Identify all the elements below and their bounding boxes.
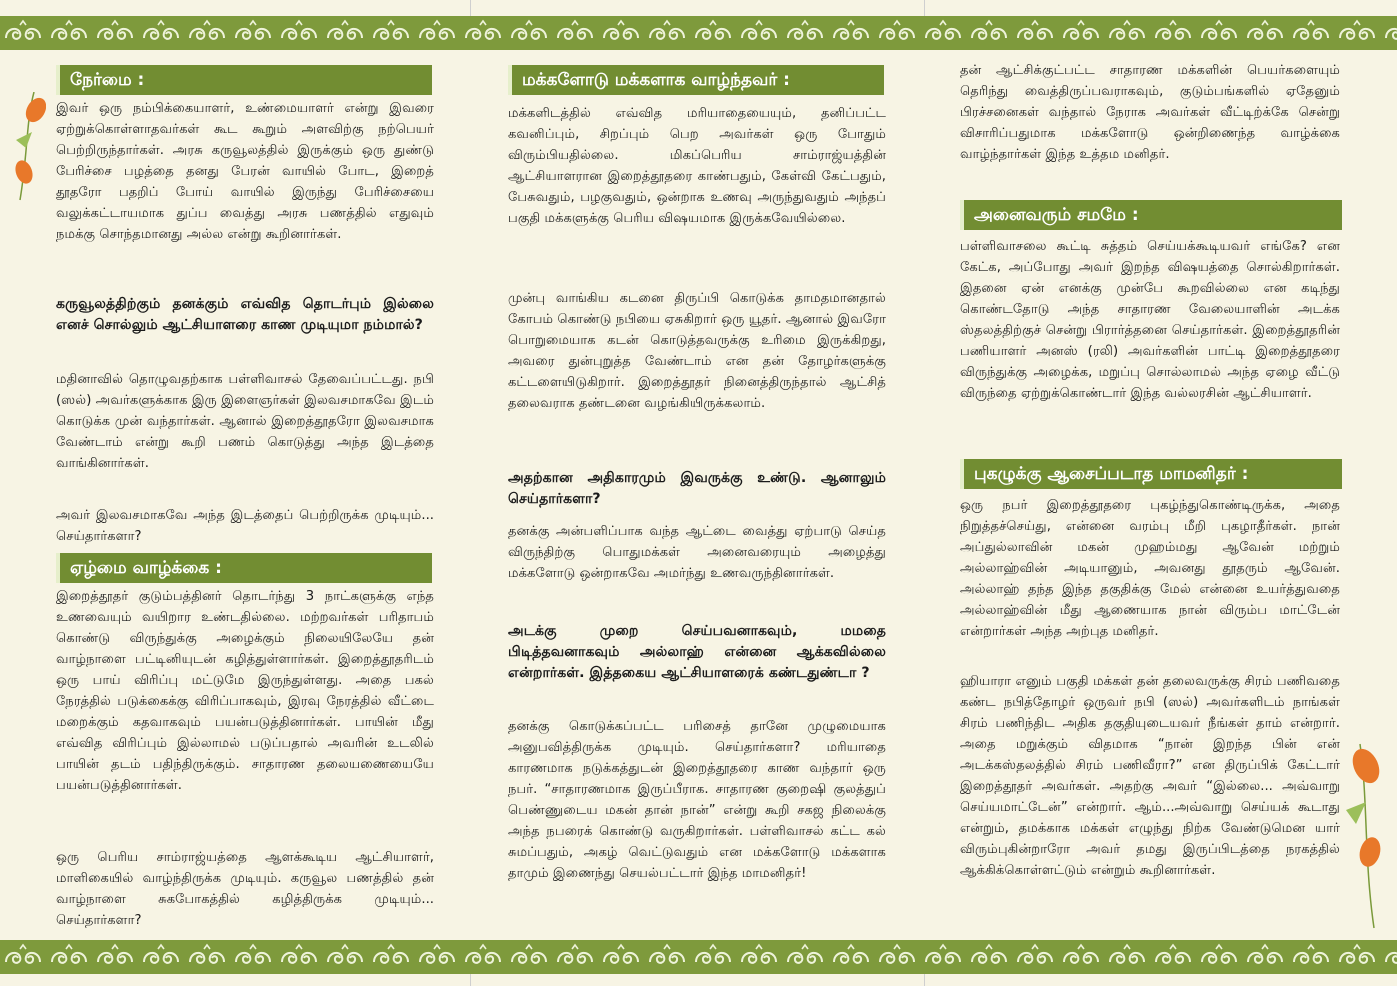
bold-question: கருவூலத்திற்கும் தனக்கும் எவ்வித தொடர்பும் இல்லை எனச் சொல்லும் ஆட்சியாளரை காண முடியுமா நம்மால்? bbox=[56, 296, 434, 333]
paragraph: மக்களிடத்தில் எவ்வித மரியாதையையும், தனிப்பட்ட கவனிப்பும், சிறப்பும் பெற அவர்கள் ஒரு போதும் விரும்பியதில்லை. மிகப்பெரிய சாம்ராஜ்யத்தின் ஆட்சியாளரான இறைத்தூதரை காண்பதும், கேள்வி கேட்பதும், பேசுவதும், பழகுவதும், ஒன்றாக உணவு அருந்துவதும் அந்தப் பகுதி மக்களுக்கு பெரிய விஷயமாக இருக்கவேயில்லை. bbox=[508, 106, 886, 226]
paragraph: ஒரு பெரிய சாம்ராஜ்யத்தை ஆளக்கூடிய ஆட்சியாளர், மாளிகையில் வாழ்ந்திருக்க முடியும். கருவூல பணத்தில் தன் வாழ்நாளை சுகபோகத்தில் கழித்திருக்க முடியும்... செய்தார்களா? bbox=[56, 850, 434, 928]
section-heading-equality: அனைவரும் சமமே : bbox=[960, 200, 1342, 230]
section-heading-honesty: நேர்மை : bbox=[56, 65, 432, 95]
paragraph: ஹியாரா எனும் பகுதி மக்கள் தன் தலைவருக்கு சிரம் பணிவதை கண்ட நபித்தோழர் ஒருவர் நபி (ஸல்) அவர்களிடம் நாங்கள் சிரம் பணிந்திட அதிக தகுதியுடையவர் நீங்கள் தாம் என்றார். அதை மறுக்கும் விதமாக “நான் இறந்த பின் என் அடக்கஸ்தலத்தில் சிரம் பணிவீரா?” என திருப்பிக் கேட்டார் இறைத்தூதர் அவர்கள். அதற்கு அவர் “இல்லை... அவ்வாறு செய்யமாட்டேன்” என்றார். ஆம்...அவ்வாறு செய்யக் கூடாது என்றும், தமக்காக மக்கள் எழுந்து நிற்க வேண்டுமென யார் விரும்புகின்றாரோ அவர் தமது இருப்பிடத்தை நரகத்தில் ஆக்கிக்கொள்ளட்டும் என்றும் கூறினார்கள். bbox=[960, 674, 1340, 878]
paragraph: பள்ளிவாசலை கூட்டி சுத்தம் செய்யக்கூடியவர் எங்கே? என கேட்க, அப்போது அவர் இறந்த விஷயத்தை சொல்கிறார்கள். இதனை ஏன் எனக்கு முன்பே கூறவில்லை என கடிந்து கொண்டதோடு அந்த சாதாரண வேலையாளின் அடக்க ஸ்தலத்திற்குச் சென்று பிரார்த்தனை செய்தார்கள். இறைத்தூதரின் பணியாளர் அனஸ் (ரலி) அவர்களின் பாட்டி இறைத்தூதரை விருந்துக்கு அழைக்க, மறுப்பு சொல்லாமல் அந்த ஏழை வீட்டு விருந்தை ஏற்றுக்கொண்டார் இந்த வல்லரசின் ஆட்சியாளர். bbox=[960, 239, 1340, 401]
section-heading-poverty: ஏழ்மை வாழ்க்கை : bbox=[56, 553, 432, 583]
bold-question: அதற்கான அதிகாரமும் இவருக்கு உண்டு. ஆனாலும் செய்தார்களா? bbox=[508, 470, 886, 507]
paragraph: தன் ஆட்சிக்குட்பட்ட சாதாரண மக்களின் பெயர்களையும் தெரிந்து வைத்திருப்பவராகவும், குடும்பங்களில் ஏதேனும் பிரச்சனைகள் வந்தால் நேராக அவர்கள் வீட்டிற்க்கே சென்று விசாரிப்பதுமாக மக்களோடு ஒன்றிணைந்த வாழ்க்கை வாழ்ந்தார்கள் இந்த உத்தம மனிதர். bbox=[960, 63, 1340, 162]
paragraph: அவர் இலவசமாகவே அந்த இடத்தைப் பெற்றிருக்க முடியும்... செய்தார்களா? bbox=[56, 508, 434, 544]
column-right bbox=[960, 60, 1340, 934]
scroll-ornament bbox=[0, 940, 1397, 974]
bottom-ornament-band bbox=[0, 940, 1397, 974]
paragraph: இறைத்தூதர் குடும்பத்தினர் தொடர்ந்து 3 நாட்களுக்கு எந்த உணவையும் வயிறார உண்டதில்லை. மற்றவர்கள் பரிதாபம் கொண்டு விருந்துக்கு அழைக்கும் நிலையிலேயே தன் வாழ்நாளை பட்டினியுடன் கழித்துள்ளார்கள். இறைத்தூதரிடம் ஒரு பாய் விரிப்பு மட்டுமே இருந்துள்ளது. அதை பகல் நேரத்தில் படுக்கைக்கு விரிப்பாகவும், இரவு நேரத்தில் வீட்டை மறைக்கும் கதவாகவும் பயன்படுத்தினார்கள். பாயின் மீது எவ்வித விரிப்பும் இல்லாமல் படுப்பதால் அவரின் உடலில் பாயின் தடம் பதிந்திருக்கும். சாதாரண தலையணையையே பயன்படுத்தினார்கள். bbox=[56, 589, 434, 793]
paragraph: ஒரு நபர் இறைத்தூதரை புகழ்ந்துகொண்டிருக்க, அதை நிறுத்தச்செய்து, என்னை வரம்பு மீறி புகழாதீர்கள். நான் அப்துல்லாவின் மகன் முஹம்மது ஆவேன் மற்றும் அல்லாஹ்வின் அடியானும், அவனது தூதரும் ஆவேன். அல்லாஹ் தந்த இந்த தகுதிக்கு மேல் என்னை உயர்த்துவதை அல்லாஹ்வின் மீது ஆணையாக நான் விரும்ப மாட்டேன் என்றார்கள் அந்த அற்புத மனிதர். bbox=[960, 498, 1340, 639]
fold-mark bbox=[470, 0, 471, 16]
paragraph: தனக்கு அன்பளிப்பாக வந்த ஆட்டை வைத்து ஏற்பாடு செய்த விருந்திற்கு பொதுமக்கள் அனைவரையும் அழைத்து மக்களோடு ஒன்றாகவே அமர்ந்து உணவருந்தினார்கள். bbox=[508, 524, 886, 581]
top-ornament-band bbox=[0, 16, 1397, 50]
column-middle bbox=[508, 60, 886, 934]
scroll-ornament bbox=[0, 16, 1397, 50]
paragraph: தனக்கு கொடுக்கப்பட்ட பரிசைத் தானே முழுமையாக அனுபவித்திருக்க முடியும். செய்தார்களா? மரியாதை காரணமாக நடுக்கத்துடன் இறைத்தூதரை காண வந்தார் ஒரு நபர். “சாதாரணமாக இருப்பீராக. சாதாரண குறைஷி குலத்துப் பெண்ணுடைய மகன் தான் நான்” என்று கூறி சகஜ நிலைக்கு அந்த நபரைக் கொண்டு வருகிறார்கள். பள்ளிவாசல் கட்ட கல் சுமப்பதும், அகழ் வெட்டுவதும் என மக்களோடு மக்களாக தாமும் இணைந்து செயல்பட்டார் இந்த மாமனிதர்! bbox=[508, 719, 886, 881]
bold-question: அடக்கு முறை செய்பவனாகவும், மமதை பிடித்தவனாகவும் அல்லாஹ் என்னை ஆக்கவில்லை என்றார்கள். இத்தகைய ஆட்சியாளரைக் கண்டதுண்டா ? bbox=[508, 623, 886, 681]
flower-decoration-icon bbox=[6, 92, 46, 202]
paragraph: மதினாவில் தொழுவதற்காக பள்ளிவாசல் தேவைப்பட்டது. நபி (ஸல்) அவர்களுக்காக இரு இளைஞர்கள் இலவசமாகவே இடம் கொடுக்க முன் வந்தார்கள். ஆனால் இறைத்தூதரோ இலவசமாக வேண்டாம் என்று கூறி பணம் கொடுத்து அந்த இடத்தை வாங்கினார்கள். bbox=[56, 372, 434, 471]
fold-mark bbox=[924, 0, 925, 16]
section-heading-no-praise: புகழுக்கு ஆசைப்படாத மாமனிதர் : bbox=[960, 459, 1342, 489]
paragraph: இவர் ஒரு நம்பிக்கையாளர், உண்மையாளர் என்று இவரை ஏற்றுக்கொள்ளாதவர்கள் கூட கூறும் அளவிற்கு நற்பெயர் பெற்றிருந்தார்கள். அரசு கருவூலத்தில் இருக்கும் ஒரு துண்டு பேரிச்சை பழத்தை தனது பேரன் வாயில் போட, இறைத் தூதரோ பதறிப் போய் வாயில் இருந்து பேரிச்சையை வலுக்கட்டாயமாக துப்ப வைத்து அரசு பணத்தில் எதுவும் நமக்கு சொந்தமானது அல்ல என்று கூறினார்கள். bbox=[56, 101, 434, 242]
flower-decoration-icon bbox=[1340, 740, 1390, 930]
fold-mark bbox=[470, 974, 471, 986]
column-left bbox=[56, 60, 434, 934]
section-heading-among-people: மக்களோடு மக்களாக வாழ்ந்தவர் : bbox=[508, 65, 884, 95]
paragraph: முன்பு வாங்கிய கடனை திருப்பி கொடுக்க தாமதமானதால் கோபம் கொண்டு நபியை ஏசுகிறார் ஒரு யூதர். ஆனால் இவரோ பொறுமையாக கடன் கொடுத்தவருக்கு உரிமை இருக்கிறது, அவரை துன்புறுத்த வேண்டாம் என தன் தோழர்களுக்கு கட்டளையிடுகிறார். இறைத்தூதர் நினைத்திருந்தால் ஆட்சித் தலைவராக தண்டனை வழங்கியிருக்கலாம். bbox=[508, 291, 886, 411]
fold-mark bbox=[924, 974, 925, 986]
